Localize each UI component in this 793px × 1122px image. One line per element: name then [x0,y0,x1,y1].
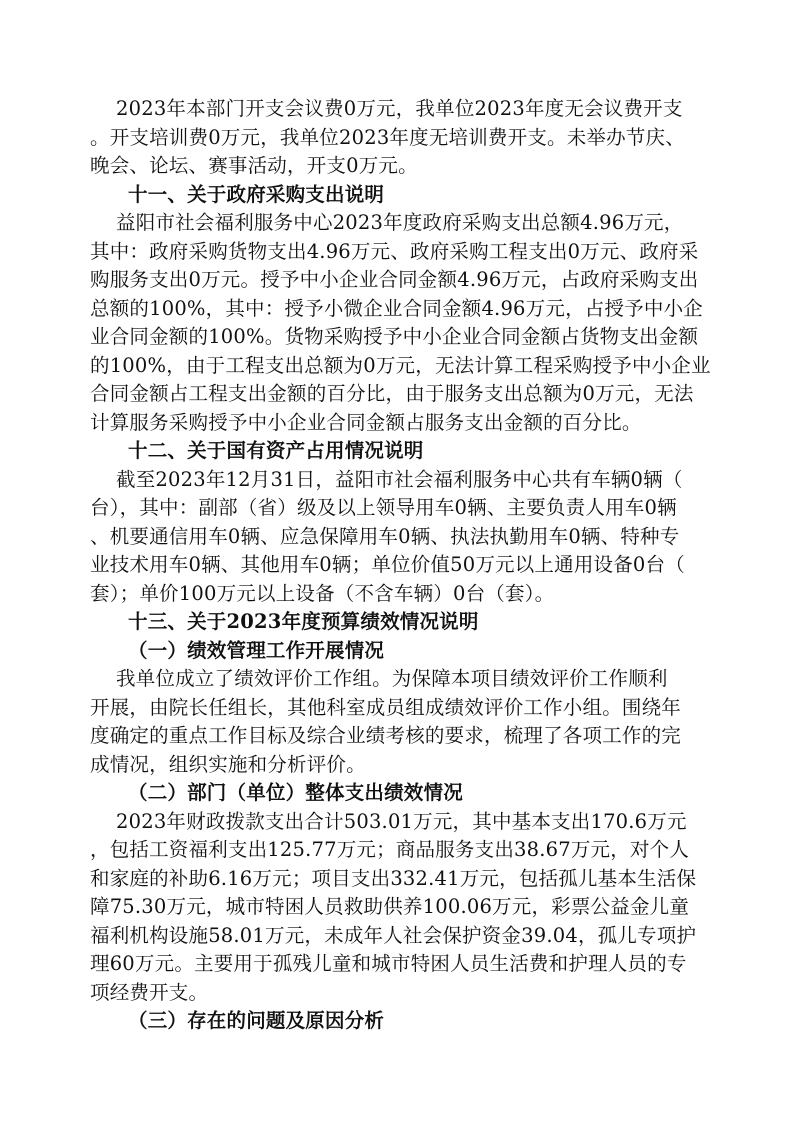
section-heading: （一）绩效管理工作开展情况 [128,638,385,662]
paragraph-line: 合同金额占工程支出金额的百分比，由于服务支出总额为0万元，无法 [90,382,694,405]
section-heading: 十一、关于政府采购支出说明 [128,182,385,206]
paragraph-line: 套）；单价100万元以上设备（不含车辆）0台（套）。 [90,581,555,605]
section-heading: （二）部门（单位）整体支出绩效情况 [128,781,463,804]
paragraph-line: 。开支培训费0万元，我单位2023年度无培训费开支。未举办节庆、 [90,125,685,149]
paragraph-line: 益阳市社会福利服务中心2023年度政府采购支出总额4.96万元， [116,211,684,234]
paragraph-line: 我单位成立了绩效评价工作组。为保障本项目绩效评价工作顺利 [116,667,668,690]
paragraph-line: 总额的100%，其中：授予小微企业合同金额4.96万元，占授予中小企 [90,296,703,320]
paragraph-line: 业合同金额的100%。货物采购授予中小企业合同金额占货物支出金额 [90,325,699,348]
paragraph-line: 购服务支出0万元。授予中小企业合同金额4.96万元，占政府采购支出 [90,268,699,291]
paragraph-line: 其中：政府采购货物支出4.96万元、政府采购工程支出0万元、政府采 [90,239,699,263]
paragraph-line: 、机要通信用车0辆、应急保障用车0辆、执法执勤用车0辆、特种专 [90,524,680,548]
section-heading: （三）存在的问题及原因分析 [128,1009,385,1032]
paragraph-line: 业技术用车0辆、其他用车0辆；单位价值50万元以上通用设备0台（ [90,553,685,576]
paragraph-line: 和家庭的补助6.16万元；项目支出332.41万元，包括孤儿基本生活保 [90,866,697,890]
paragraph-line: 计算服务采购授予中小企业合同金额占服务支出金额的百分比。 [90,410,642,434]
paragraph-line: 理60万元。主要用于孤残儿童和城市特困人员生活费和护理人员的专 [90,952,687,975]
section-heading: 十二、关于国有资产占用情况说明 [128,439,424,462]
paragraph-line: 项经费开支。 [90,980,209,1004]
paragraph-line: ，包括工资福利支出125.77万元；商品服务支出38.67万元，对个人 [90,838,690,861]
paragraph-line: 福利机构设施58.01万元，未成年人社会保护资金39.04，孤儿专项护 [90,923,697,947]
paragraph-line: 开展，由院长任组长，其他科室成员组成绩效评价工作小组。围绕年 [90,695,682,719]
paragraph-line: 成情况，组织实施和分析评价。 [90,752,366,776]
paragraph-line: 的100%，由于工程支出总额为0万元，无法计算工程采购授予中小企业 [90,353,711,377]
paragraph-line: 晚会、论坛、赛事活动，开支0万元。 [90,154,418,177]
paragraph-line: 2023年财政拨款支出合计503.01万元，其中基本支出170.6万元 [116,809,687,833]
section-heading: 十三、关于2023年度预算绩效情况说明 [128,610,479,633]
document-body [90,95,715,1036]
paragraph-line: 2023年本部门开支会议费0万元，我单位2023年度无会议费开支 [116,97,683,120]
paragraph-line: 障75.30万元，城市特困人员救助供养100.06万元，彩票公益金儿童 [90,895,690,918]
paragraph-line: 台），其中：副部（省）级及以上领导用车0辆、主要负责人用车0辆 [90,496,677,519]
paragraph-line: 度确定的重点工作目标及综合业绩考核的要求，梳理了各项工作的完 [90,724,682,747]
paragraph-line: 截至2023年12月31日，益阳市社会福利服务中心共有车辆0辆（ [116,467,683,491]
